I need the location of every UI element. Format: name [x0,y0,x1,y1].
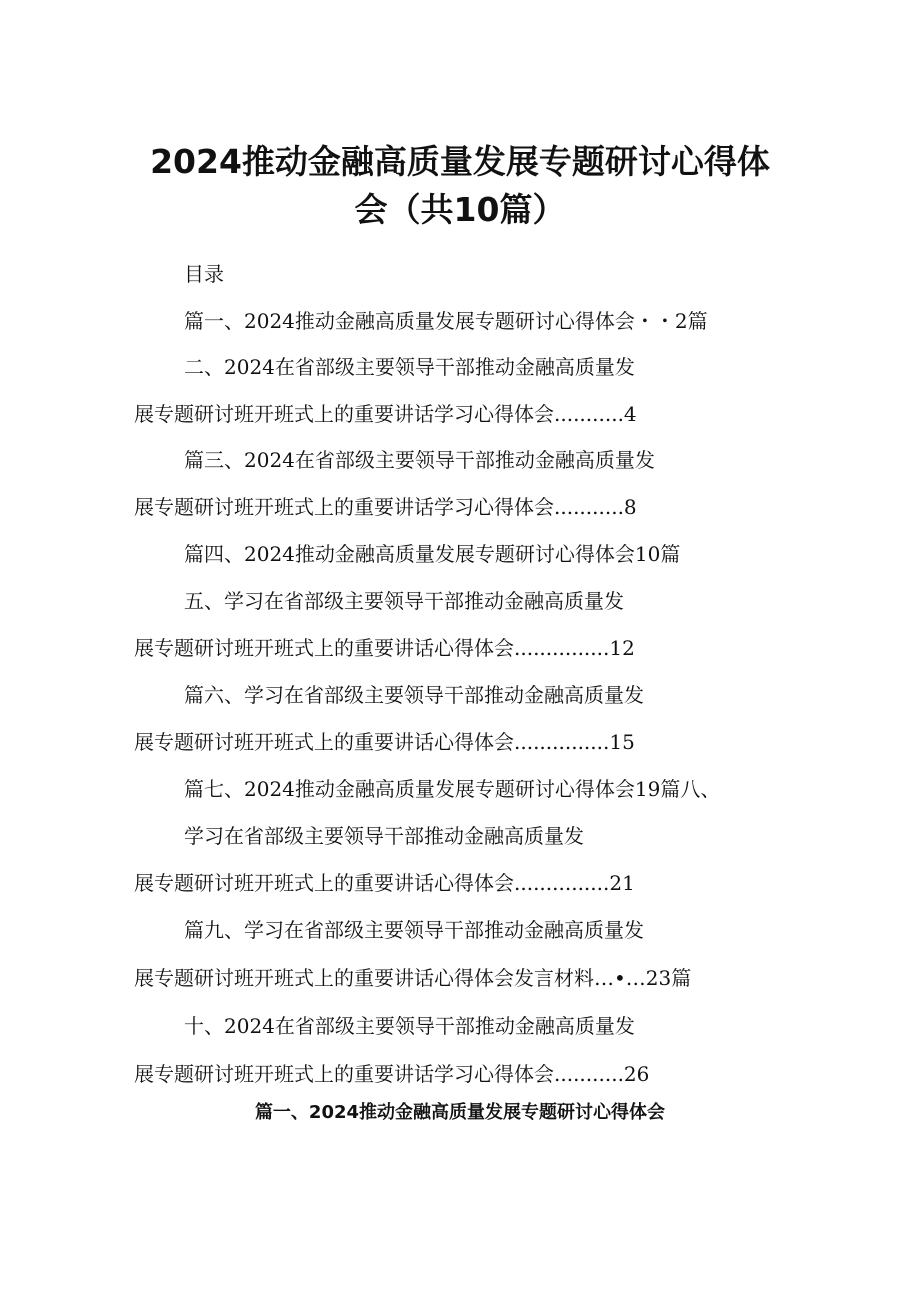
toc-entry-3-line-2: 展专题研讨班开班式上的重要讲话学习心得体会...........8 [134,495,637,519]
toc-entry-6-line-2: 展专题研讨班开班式上的重要讲话心得体会...............15 [134,730,635,754]
toc-entry-10-line-1: 十、2024在省部级主要领导干部推动金融高质量发 [184,1014,635,1038]
toc-entry-7: 篇七、2024推动金融高质量发展专题研讨心得体会19篇八、 [184,777,721,801]
toc-entry-1: 篇一、2024推动金融高质量发展专题研讨心得体会・・2篇 [184,309,708,333]
toc-entry-2-line-2: 展专题研讨班开班式上的重要讲话学习心得体会...........4 [134,402,637,426]
toc-entry-6-line-1: 篇六、学习在省部级主要领导干部推动金融高质量发 [184,683,644,707]
toc-entry-3-line-1: 篇三、2024在省部级主要领导干部推动金融高质量发 [184,448,655,472]
toc-entry-5-line-2: 展专题研讨班开班式上的重要讲话心得体会...............12 [134,636,635,660]
toc-entry-9-line-2: 展专题研讨班开班式上的重要讲话心得体会发言材料…•…23篇 [134,966,692,990]
toc-label: 目录 [184,262,224,286]
document-title-line-2: 会（共10篇） [354,190,566,229]
toc-entry-10-line-2: 展专题研讨班开班式上的重要讲话学习心得体会...........26 [134,1062,650,1086]
toc-entry-8-line-1: 学习在省部级主要领导干部推动金融高质量发 [184,824,584,848]
toc-entry-2-line-1: 二、2024在省部级主要领导干部推动金融高质量发 [184,355,635,379]
section-heading: 篇一、2024推动金融高质量发展专题研讨心得体会 [254,1102,666,1123]
toc-entry-4: 篇四、2024推动金融高质量发展专题研讨心得体会10篇 [184,542,681,566]
toc-entry-8-line-2: 展专题研讨班开班式上的重要讲话心得体会...............21 [134,871,635,895]
toc-entry-9-line-1: 篇九、学习在省部级主要领导干部推动金融高质量发 [184,918,644,942]
document-title-line-1: 2024推动金融高质量发展专题研讨心得体 [150,142,770,181]
toc-entry-5-line-1: 五、学习在省部级主要领导干部推动金融高质量发 [184,589,624,613]
